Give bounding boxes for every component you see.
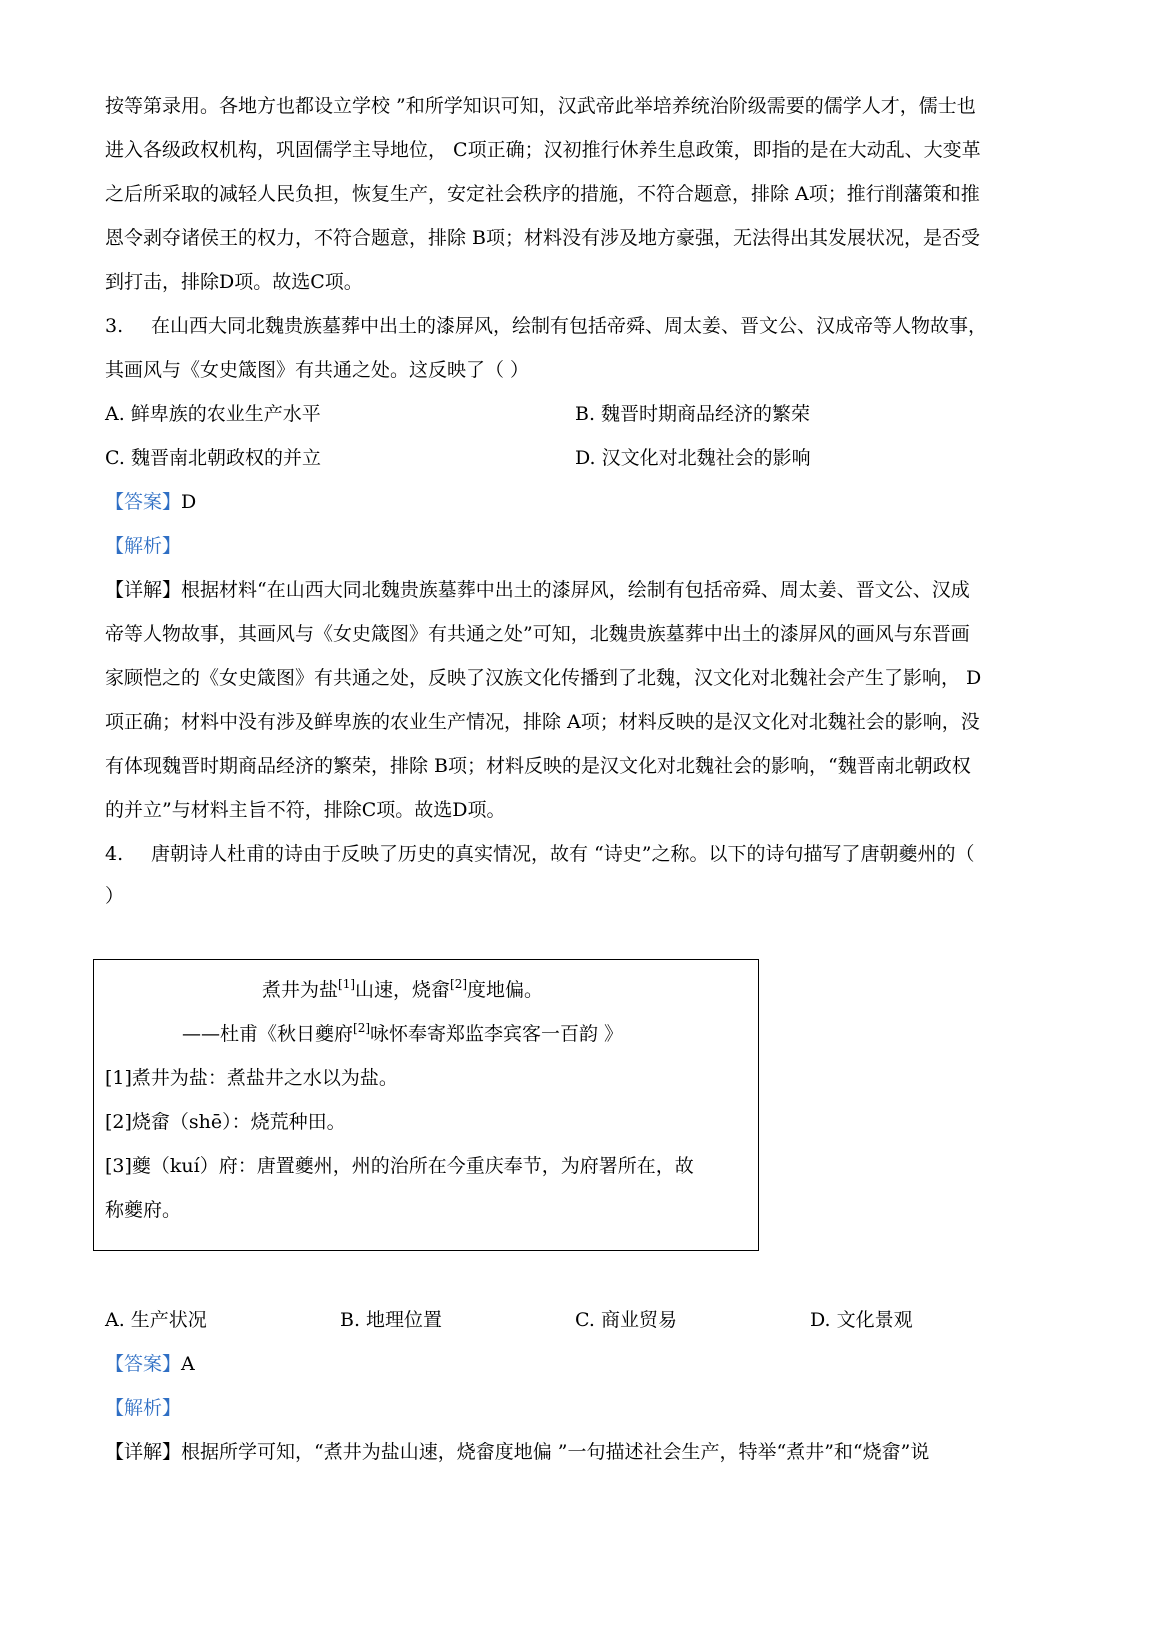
q4-quote-box — [93, 959, 759, 1251]
q4-stem — [105, 840, 974, 868]
detail-tag: 【详解】 — [105, 579, 182, 601]
q3-analysis-tag: 【解析】 — [105, 535, 182, 557]
footnote-ref: [2] — [450, 977, 468, 991]
q4-detail-line — [105, 1438, 929, 1466]
intro-line: 恩令剥夺诸侯王的权力，不符合题意，排除 B项；材料没有涉及地方豪强，无法得出其发展状况，是否受 — [105, 227, 981, 249]
q4-option-b[interactable]: B. 地理位置 — [340, 1309, 443, 1331]
q3-detail-line — [105, 576, 970, 604]
q3-detail-line: 家顾恺之的《女史箴图》有共通之处，反映了汉族文化传播到了北魏，汉文化对北魏社会产生了影响， D — [105, 667, 982, 689]
intro-line: 之后所采取的减轻人民负担，恢复生产，安定社会秩序的措施，不符合题意，排除 A项；推行削藩策和推 — [105, 183, 980, 205]
answer-value: D — [181, 491, 197, 513]
source-text: 咏怀奉寄郑监李宾客一百韵 》 — [370, 1023, 624, 1045]
q3-option-b[interactable]: B. 魏晋时期商品经济的繁荣 — [575, 403, 811, 425]
answer-tag: 【答案】 — [105, 1353, 182, 1375]
q3-detail-line: 的并立”与材料主旨不符，排除C项。故选D项。 — [105, 799, 506, 821]
q4-option-a[interactable]: A. 生产状况 — [105, 1309, 207, 1331]
intro-line: 按等第录用。各地方也都设立学校 ”和所学知识可知，汉武帝此举培养统治阶级需要的儒学人才，儒士也 — [105, 95, 976, 117]
poem-text: 度地偏。 — [467, 979, 544, 1001]
q3-option-c[interactable]: C. 魏晋南北朝政权的并立 — [105, 447, 321, 469]
footnote-ref: [1] — [338, 977, 356, 991]
detail-tag: 【详解】 — [105, 1441, 182, 1463]
footnote-ref: [2] — [353, 1021, 371, 1035]
source-text: ——杜甫《秋日夔府 — [182, 1023, 354, 1045]
answer-tag: 【答案】 — [105, 491, 182, 513]
q3-answer — [105, 488, 196, 516]
q3-stem-text: 在山西大同北魏贵族墓葬中出土的漆屏风，绘制有包括帝舜、周太姜、晋文公、汉成帝等人物故事， — [151, 315, 988, 337]
answer-value: A — [181, 1353, 195, 1375]
intro-line: 到打击，排除D项。故选C项。 — [105, 271, 363, 293]
q3-detail-line: 有体现魏晋时期商品经济的繁荣，排除 B项；材料反映的是汉文化对北魏社会的影响，“魏晋南北朝政权 — [105, 755, 971, 777]
poem-text: 山速，烧畲 — [355, 979, 451, 1001]
poem-line — [262, 976, 543, 1004]
footnote-2: [2]烧畲（shē）：烧荒种田。 — [105, 1111, 346, 1133]
q3-stem — [105, 312, 987, 340]
q4-number: 4. — [105, 843, 124, 865]
footnote-3-cont: 称夔府。 — [105, 1199, 182, 1221]
q3-detail-line: 帝等人物故事，其画风与《女史箴图》有共通之处”可知，北魏贵族墓葬中出土的漆屏风的画风与东晋画 — [105, 623, 970, 645]
q3-detail-line: 项正确；材料中没有涉及鲜卑族的农业生产情况，排除 A项；材料反映的是汉文化对北魏社会的影响，没 — [105, 711, 980, 733]
q4-answer — [105, 1350, 195, 1378]
intro-line: 进入各级政权机构，巩固儒学主导地位， C项正确；汉初推行休养生息政策，即指的是在大动乱、大变革 — [105, 139, 981, 161]
footnote-1: [1]煮井为盐：煮盐井之水以为盐。 — [105, 1067, 398, 1089]
q3-stem-line2: 其画风与《女史箴图》有共通之处。这反映了（ ） — [105, 359, 530, 381]
q4-stem-line2: ） — [105, 885, 125, 907]
q3-number: 3. — [105, 315, 124, 337]
q4-option-d[interactable]: D. 文化景观 — [810, 1309, 913, 1331]
detail-text: 根据材料“在山西大同北魏贵族墓葬中出土的漆屏风，绘制有包括帝舜、周太姜、晋文公、汉成 — [181, 579, 970, 601]
q4-analysis-tag: 【解析】 — [105, 1397, 182, 1419]
detail-text: 根据所学可知，“煮井为盐山速，烧畲度地偏 ”一句描述社会生产，特举“煮井”和“烧畲”说 — [181, 1441, 930, 1463]
poem-text: 煮井为盐 — [262, 979, 339, 1001]
q4-stem-text: 唐朝诗人杜甫的诗由于反映了历史的真实情况，故有 “诗史”之称。以下的诗句描写了唐朝夔州的（ — [151, 843, 975, 865]
q4-option-c[interactable]: C. 商业贸易 — [575, 1309, 677, 1331]
q3-option-d[interactable]: D. 汉文化对北魏社会的影响 — [575, 447, 811, 469]
q3-option-a[interactable]: A. 鲜卑族的农业生产水平 — [105, 403, 321, 425]
poem-source — [182, 1020, 623, 1048]
footnote-3: [3]夔（kuí）府：唐置夔州，州的治所在今重庆奉节，为府署所在，故 — [105, 1155, 694, 1177]
